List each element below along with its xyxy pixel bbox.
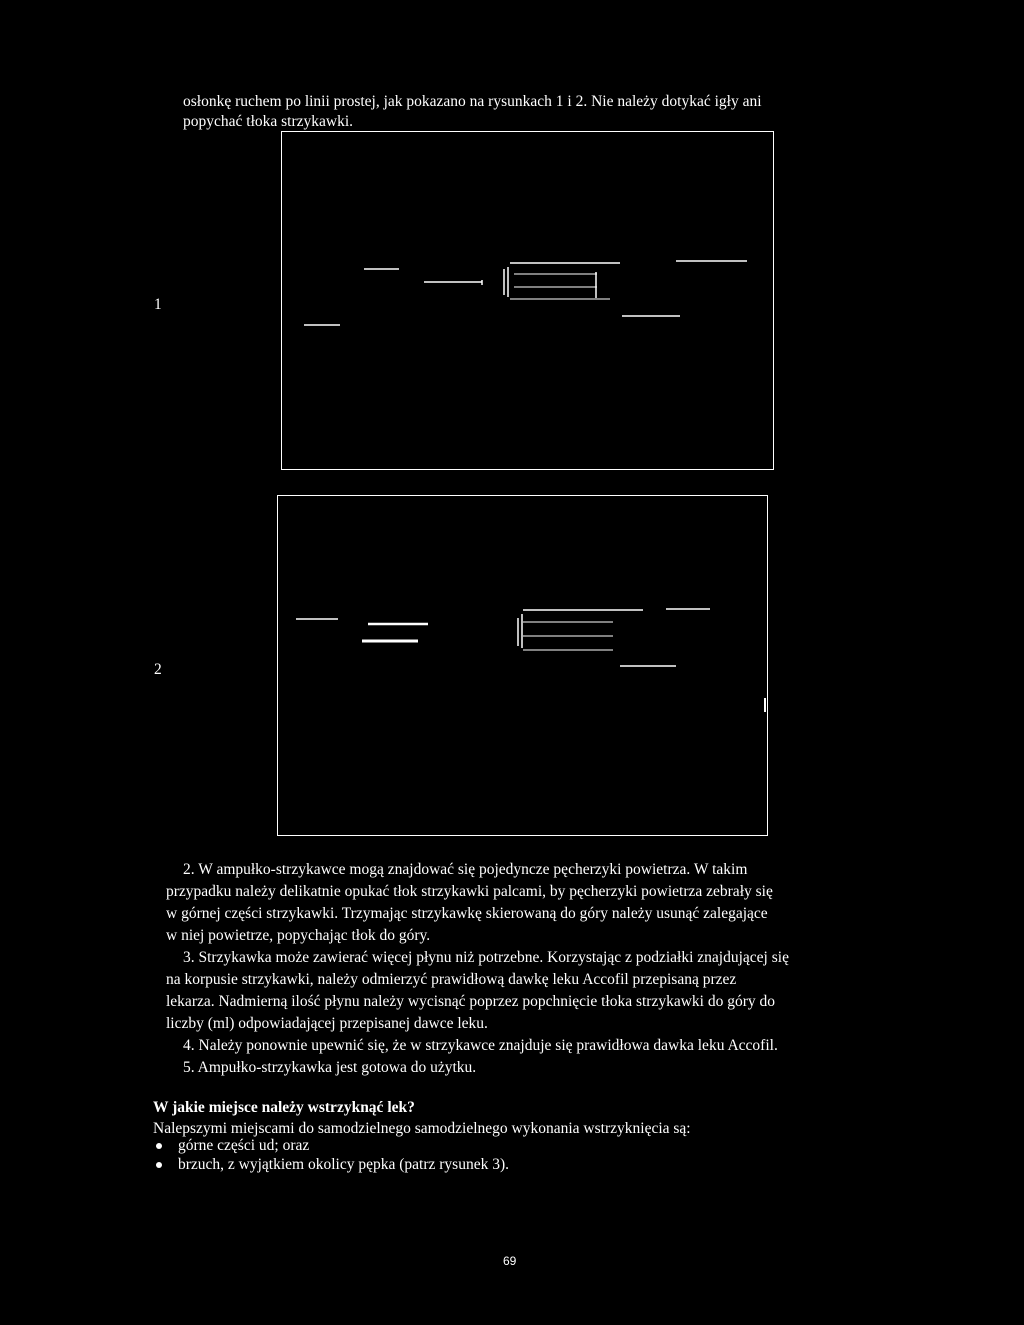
step-line: 2. W ampułko-strzykawce mogą znajdować się pojedyncze pęcherzyki powietrza. W takim (183, 861, 748, 878)
step-line: 5. Ampułko-strzykawka jest gotowa do użytku. (183, 1059, 477, 1076)
step-line: przypadku należy delikatnie opukać tłok strzykawki palcami, by pęcherzyki powietrza zebrały się (166, 883, 773, 900)
step-line: w górnej części strzykawki. Trzymając strzykawkę skierowaną do góry należy usunąć zalegające (166, 905, 768, 922)
figure-2-label: 2 (154, 661, 162, 678)
step-line: na korpusie strzykawki, należy odmierzyć prawidłową dawkę leku Accofil przepisaną przez (166, 971, 737, 988)
bullet-dot (156, 1143, 162, 1149)
intro-line-1: osłonkę ruchem po linii prostej, jak pokazano na rysunkach 1 i 2. Nie należy dotykać igły ani (183, 93, 762, 110)
bullet-dot (156, 1162, 162, 1168)
figure-1-syringe-illustration (282, 132, 773, 469)
section-intro: Nalepszymi miejscami do samodzielnego samodzielnego wykonania wstrzyknięcia są: (153, 1120, 691, 1137)
figure-2-frame (277, 495, 768, 836)
step-line: 4. Należy ponownie upewnić się, że w strzykawce znajduje się prawidłowa dawka leku Accofil. (183, 1037, 778, 1054)
figure-1-frame (281, 131, 774, 470)
step-line: 3. Strzykawka może zawierać więcej płynu niż potrzebne. Korzystając z podziałki znajdującej się (183, 949, 789, 966)
bullet-item: brzuch, z wyjątkiem okolicy pępka (patrz rysunek 3). (178, 1156, 509, 1173)
bullet-item: górne części ud; oraz (178, 1137, 310, 1154)
intro-line-2: popychać tłoka strzykawki. (183, 113, 354, 130)
step-line: liczby (ml) odpowiadającej przepisanej dawce leku. (166, 1015, 488, 1032)
section-heading: W jakie miejsce należy wstrzyknąć lek? (153, 1099, 415, 1116)
figure-2-syringe-illustration (278, 496, 767, 835)
step-line: lekarza. Nadmierną ilość płynu należy wycisnąć poprzez popchnięcie tłoka strzykawki do góry do (166, 993, 776, 1010)
step-line: w niej powietrze, popychając tłok do góry. (166, 927, 431, 944)
page-number: 69 (503, 1254, 517, 1268)
figure-1-label: 1 (154, 296, 162, 313)
